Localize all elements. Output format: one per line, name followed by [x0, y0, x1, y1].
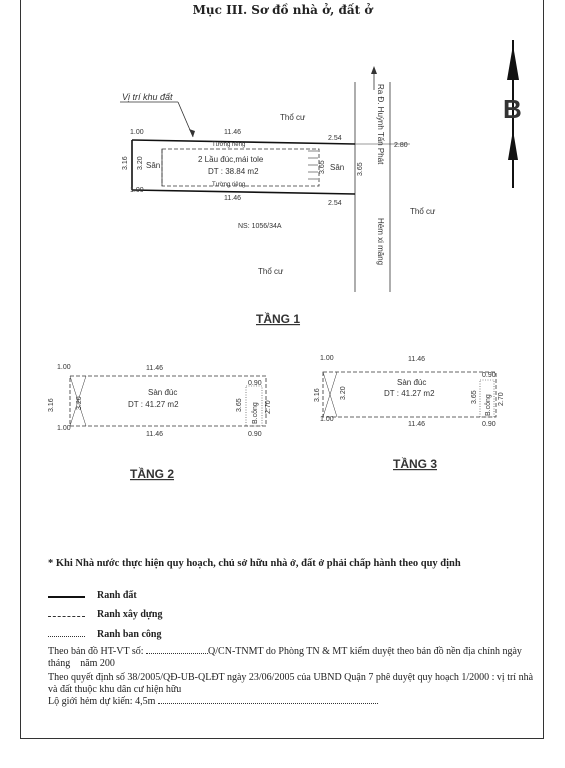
dim-bottom-right: 0.90	[482, 421, 496, 428]
blank-field	[158, 703, 378, 704]
house-description: 2 Lầu đúc,mái tole	[198, 155, 264, 164]
floor-description: Sàn đúc	[397, 378, 427, 387]
balcony-label: B.công	[252, 402, 259, 424]
balcony-label: B.công	[485, 394, 492, 416]
road-label: Ra Đ. Huỳnh Tấn Phát	[376, 84, 385, 165]
tho-cu-label: Thổ cư	[410, 207, 436, 216]
alley-label: Hẻm xi măng	[376, 218, 385, 266]
wall-top-label: Tường riêng	[212, 142, 246, 148]
dim-left-outer: 3.16	[122, 156, 129, 170]
tho-cu-label: Thổ cư	[258, 267, 284, 276]
legend-label-building: Ranh xây dựng	[97, 609, 163, 620]
footer-month: tháng	[48, 657, 71, 669]
dim-left-inner: 3.20	[76, 396, 83, 410]
dim-top-left: 1.00	[130, 129, 144, 136]
site-label: Vị trí khu đất	[122, 92, 173, 102]
dim-right-a: 3.65	[471, 390, 478, 404]
yard-label-right: Sân	[330, 163, 345, 172]
dim-bottom-left: 1.00	[130, 187, 144, 194]
page-title: Mục III. Sơ đồ nhà ở, đất ở	[192, 3, 373, 17]
house-area: DT : 38.84 m2	[208, 167, 259, 176]
dim-left-outer: 3.16	[48, 398, 55, 412]
dim-top-right: 2.54	[328, 135, 342, 142]
legend-dotted-line	[48, 636, 85, 637]
footer-map-ref-text: Q/CN-TNMT do Phòng TN & MT kiểm duyệt theo bản đồ nền địa chính ngày	[208, 646, 522, 657]
dim-bottom-left: 1.00	[57, 425, 71, 432]
dim-left-inner: 3.20	[137, 156, 144, 170]
dim-top-length: 11.46	[408, 356, 425, 363]
neighbor-label: NS: 1056/34A	[238, 223, 282, 230]
dim-top-left: 1.00	[57, 364, 71, 371]
floor-plan-2	[48, 364, 272, 481]
floor-2-title: TẦNG 2	[130, 467, 175, 481]
floor-1-title: TẦNG 1	[256, 312, 301, 326]
floor-area: DT : 41.27 m2	[384, 389, 435, 398]
dim-right: 3.65	[357, 162, 364, 176]
dim-middle: 3.65	[319, 160, 326, 174]
floor-description: Sàn đúc	[148, 388, 178, 397]
dim-bottom-length: 11.46	[146, 431, 163, 438]
footer-decision: Theo quyết định số 38/2005/QĐ-UB-QLĐT ngày 23/06/2005 của UBND Quận 7 phê duyệt quy hoạch 1/2000 : vị trí nhà và đất thuộc khu dân cư hiện hữu	[48, 672, 534, 695]
dim-right-b: 2.70	[498, 392, 505, 406]
legend-label-land: Ranh đất	[97, 590, 137, 601]
dim-bottom-right: 2.54	[328, 200, 342, 207]
tho-cu-label: Thổ cư	[280, 113, 306, 122]
north-label: B	[503, 94, 522, 124]
dim-road: 2.80	[394, 142, 408, 149]
floor-plan-3	[314, 355, 505, 471]
floor-3-title: TẦNG 3	[393, 457, 438, 471]
yard-label-left: Sân	[146, 161, 161, 170]
dim-right-b: 2.70	[265, 400, 272, 414]
dim-bottom-length: 11.46	[224, 195, 241, 202]
footer-map-ref	[48, 646, 540, 669]
wall-bottom-label: Tường riêng	[212, 182, 246, 188]
dim-top-left: 1.00	[320, 355, 334, 362]
footer-map-ref-prefix: Theo bản đồ HT-VT số:	[48, 646, 144, 657]
dim-left-outer: 3.16	[314, 388, 321, 402]
legend-dashed-line	[48, 616, 85, 617]
planning-note: * Khi Nhà nước thực hiện quy hoạch, chủ sở hữu nhà ở, đất ở phải chấp hành theo quy định	[48, 558, 461, 569]
legend-solid-line	[48, 596, 85, 598]
dim-top-right: 0.90	[482, 372, 496, 379]
dim-left-inner: 3.20	[340, 386, 347, 400]
dim-bottom-length: 11.46	[408, 421, 425, 428]
dim-bottom-right: 0.90	[248, 431, 262, 438]
dim-top-length: 11.46	[224, 129, 241, 136]
dim-right-a: 3.65	[236, 398, 243, 412]
dim-top-length: 11.46	[146, 365, 163, 372]
footer-road-width	[48, 696, 540, 708]
floor-plan-1	[120, 66, 436, 326]
dim-top-right: 0.90	[248, 380, 262, 387]
dim-bottom-left: 1.00	[320, 416, 334, 423]
legend-label-balcony: Ranh ban công	[97, 629, 162, 640]
floor-area: DT : 41.27 m2	[128, 400, 179, 409]
footer-road-width-text: Lộ giới hẻm dự kiến: 4,5m	[48, 696, 156, 707]
blank-field	[146, 653, 208, 654]
footer-year: năm 200	[80, 657, 115, 669]
